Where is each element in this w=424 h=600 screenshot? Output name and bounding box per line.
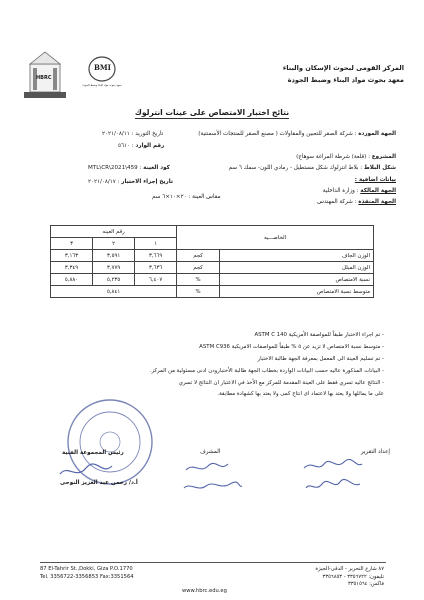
bmi-logo-caption: معهد بحوث مواد البناء وضبط الجودة bbox=[82, 84, 122, 87]
note-1: - تم اجراء الاختبار طبقاً للمواصفة الأمريكية ASTM C 140 bbox=[254, 332, 384, 338]
hbrc-logo-text: HBRC bbox=[36, 75, 52, 81]
sample-code-row bbox=[88, 165, 170, 171]
page-title: نتائج اختبار الامتصاص على عينات انترلوك bbox=[134, 108, 290, 117]
bmi-logo bbox=[82, 54, 122, 94]
cell-value: ٣,٥٩١ bbox=[93, 250, 135, 262]
footer-tel-en: Tel. 3356722-3356853 Fax:3351564 bbox=[40, 574, 134, 580]
note-4: - البيانات المذكورة عاليه حسب البيانات الواردة بخطاب الجهة طالبة الأختبارودن ادنى مسئولية من المركز. bbox=[149, 368, 384, 374]
table-row bbox=[51, 274, 374, 286]
sample-code-label: كود العينة bbox=[143, 165, 170, 171]
exec-row bbox=[317, 199, 396, 205]
exec-label: الجهة المنفذة bbox=[358, 199, 396, 205]
cell-value: ٦,٤٠٧ bbox=[135, 274, 177, 286]
cell-value: ٣,٧٧٩ bbox=[93, 262, 135, 274]
bmi-logo-text: BMI bbox=[94, 63, 111, 72]
note-3: - تم تسليم العينة الى المعمل بمعرفة الجهة طالبة الاختبار bbox=[257, 356, 384, 362]
supply-date-row bbox=[102, 131, 163, 137]
table-row bbox=[51, 262, 374, 274]
test-date-label: تاريخ إجراء الاختبار bbox=[121, 179, 173, 185]
hbrc-logo bbox=[24, 48, 66, 100]
incoming-row bbox=[118, 143, 164, 149]
footer-tel-ar: تليفون: ٣٣٥٦٧٢٢ - ٣٣٥٦٨٥٣ bbox=[322, 574, 384, 580]
owner-value: : وزارة الداخلية bbox=[322, 188, 359, 194]
footer-fax-ar: فاكس: ٣٣٥١٥٦٤ bbox=[347, 581, 384, 587]
row-unit: % bbox=[177, 274, 220, 286]
shape-label: شكل البلاط bbox=[363, 165, 396, 171]
footer-website[interactable]: www.hbrc.edu.eg bbox=[182, 588, 227, 594]
supervisor-signature bbox=[180, 458, 246, 498]
prepared-signature bbox=[300, 458, 366, 498]
sample-number: ٢ bbox=[93, 238, 135, 250]
cell-value: ٥,٨٨٠ bbox=[51, 274, 93, 286]
note-5: - النتائج عاليه تسري فقط على العينة المقدمة للمركز مع الأخذ في الاعتبار ان النتائج لا تسري bbox=[178, 380, 384, 386]
sample-no-header: رقم العينه bbox=[51, 226, 177, 238]
row-unit: كجم bbox=[177, 262, 220, 274]
supplier-row bbox=[198, 131, 396, 137]
supplier-label: الجهة الموردة bbox=[358, 131, 396, 137]
cell-value: ٣,١٦٣ bbox=[51, 250, 93, 262]
header-line-1: المركز القومى لبحوث الإسكان والبناء bbox=[282, 64, 404, 72]
properties-header: الخاصـــيه bbox=[177, 226, 374, 250]
extra-label-text: بيانات اضافية : bbox=[354, 177, 396, 183]
cell-value: ٣,٦٦٩ bbox=[135, 250, 177, 262]
average-row bbox=[51, 286, 374, 298]
results-table bbox=[50, 225, 374, 298]
footer-address-ar: ٨٧ شارع التحرير - الدقى-الجيزة bbox=[315, 566, 384, 572]
test-date-value: : ٢٠٢١/٠٨/١٧ bbox=[88, 179, 120, 185]
cell-value: ٣,٦٣٦ bbox=[135, 262, 177, 274]
supervisor-label: المشرف bbox=[200, 449, 221, 455]
note-2: - متوسط نسبة الامتصاص لا تزيد عن ٥ % طبقاً للمواصفات الامريكية ASTM C936 bbox=[199, 344, 384, 350]
sample-size: مقاس العينة : ٢٠×١٠×٦ سم bbox=[152, 194, 221, 200]
exec-value: : شركة المهندس bbox=[317, 199, 357, 205]
table-header-row bbox=[51, 226, 374, 238]
cell-value: ٣,٣٤٩ bbox=[51, 262, 93, 274]
sample-number: ١ bbox=[135, 238, 177, 250]
row-unit: كجم bbox=[177, 250, 220, 262]
avg-value: ٥,٨٤١ bbox=[51, 286, 177, 298]
incoming-label: رقم الوارد bbox=[135, 143, 165, 149]
row-label: الوزن الجاف bbox=[219, 250, 373, 262]
head-name: أ.د/ رحمن عبد العزيز النوحى bbox=[60, 480, 138, 486]
sample-code-value: : MTL\CR\2021\459 bbox=[88, 165, 142, 171]
supply-date-value: : ٢٠٢١/٠٨/١١ bbox=[102, 131, 134, 137]
header-line-2: معهد بحوث مواد البناء وضبط الجودة bbox=[287, 76, 404, 84]
table-row bbox=[51, 250, 374, 262]
cell-value: ٥,٢٣٥ bbox=[93, 274, 135, 286]
footer-divider bbox=[40, 562, 386, 563]
avg-unit: % bbox=[177, 286, 220, 298]
supply-date-label: تاريخ التوريد bbox=[135, 131, 164, 137]
head-label: رئيس المجموعة الفنية bbox=[62, 450, 124, 456]
supplier-value: : شركة الصقر للتعبين والمقاولات ( مصنع الصقر للمنتجات الأسمنتية) bbox=[198, 131, 357, 137]
row-label: الوزن المبلل bbox=[219, 262, 373, 274]
note-6: على ما يماثلها ولا يعتد بها لاعتماد اى انتاج كمى ولا يعتد بها كشهادة مطابقة. bbox=[217, 391, 384, 397]
owner-label: الجهة المالكة bbox=[360, 188, 396, 194]
project-value: : (قلعة) شرطة المراغة سوهاج) bbox=[296, 154, 370, 160]
extra-label bbox=[355, 177, 396, 183]
shape-row bbox=[229, 165, 396, 171]
footer-address-en: 87 El-Tahrir St.,Dokki, Giza P.O.1770 bbox=[40, 566, 133, 572]
row-label: نسبة الامتصاص bbox=[219, 274, 373, 286]
avg-label: متوسط نسبة الامتصاص bbox=[219, 286, 373, 298]
owner-row bbox=[323, 188, 396, 194]
test-date-row bbox=[88, 179, 173, 185]
project-row bbox=[296, 154, 396, 160]
prepared-label: إعداد التقرير bbox=[360, 449, 390, 455]
sample-number: ٣ bbox=[51, 238, 93, 250]
incoming-value: : ٥٦١٠ bbox=[118, 143, 134, 149]
project-label: المشروع bbox=[371, 154, 396, 160]
shape-value: : بلاط انترلوك شكل مستطيل - رمادي اللون- سمك ٦ سم bbox=[228, 165, 363, 171]
